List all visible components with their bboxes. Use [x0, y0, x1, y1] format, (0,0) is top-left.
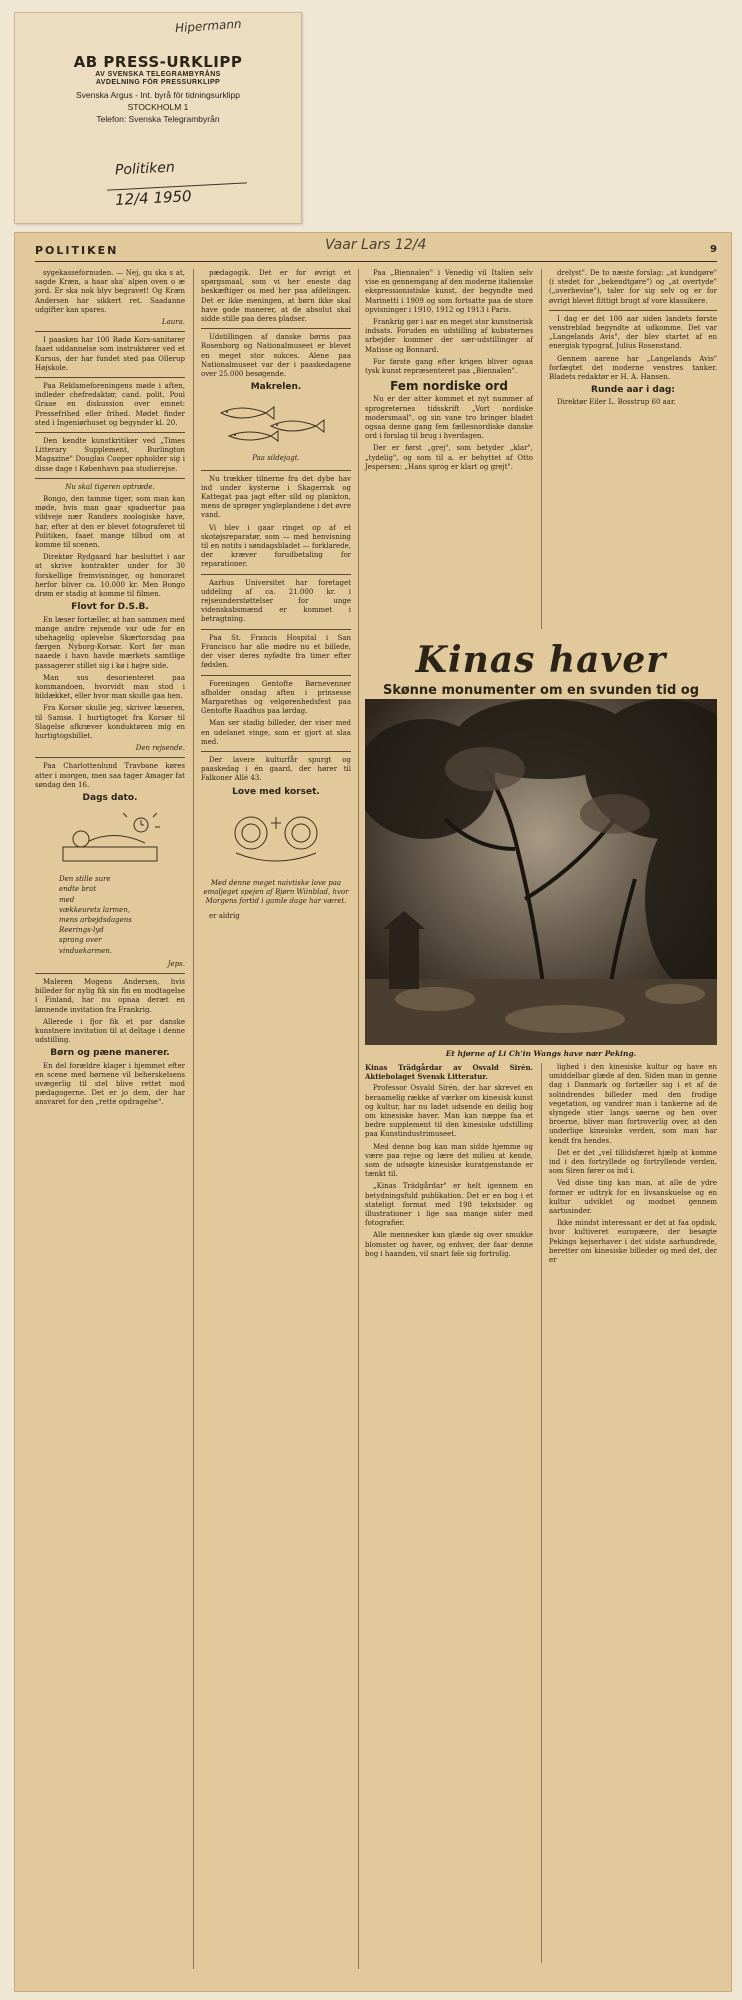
agency-line-1: AV SVENSKA TELEGRAMBYRÅNS	[95, 71, 221, 78]
paragraph: Den kendte kunstkritiker ved „Times Litterary Supplement, Burlington Magazine" Douglas Cooper opholder sig i disse dage i København paa studierejse.	[35, 437, 185, 473]
newspaper-page	[14, 232, 732, 1992]
sleeping-figure-illustration	[55, 809, 165, 869]
garden-photo-image	[365, 699, 717, 1045]
agency-line-2: AVDELNING FÖR PRESSURKLIPP	[95, 79, 221, 86]
article-heading: Fem nordiske ord	[390, 379, 508, 394]
signature: Jeps.	[167, 959, 185, 968]
feature-subtitle-line-1: Skønne monumenter om en svunden tid og	[382, 683, 700, 698]
masthead-scribble: Vaar Lars 12/4	[325, 237, 427, 253]
paragraph: Paa Reklameforeningens møde i aften, indleder chefredaktør, cand. polit. Poul Graae en diskussion over emnet: Pressefrihed eller frihed. Mødet finder sted i Ingeniørhuset og begynder kl. 20.	[35, 382, 185, 427]
paragraph: sygekassefornuden. — Nej, gu ska s at, sagde Kræn, a haar ska' alpen oven o æ jord. Er ska nok blyv begravet! Og Kræn Andersen har sikkert ret. Saadanne udgifter kan spares.	[35, 269, 185, 314]
column-1	[35, 269, 185, 1111]
paragraph: Bongo, den tamme tiger, som man kan møde, hvis man gaar spadsertur paa vildveje nær Randers zoologiske have, har, efter at den er blevet fotograferet til Politiken, faaet mange tilbud om at komme til scenen.	[35, 495, 185, 550]
paragraph: pædagogik. Det er for øvrigt et spørgsmaal, som vi her eneste dag beskæftiger os med her paa afdelingen. Det er ikke meningen, at børn ikke skal have gode manerer, at de absolut skal sidde stille paa deres pladser.	[201, 269, 351, 324]
handwritten-source: Politiken	[114, 159, 176, 179]
paragraph: Der lavere kulturfår spurgt og paaskedag i én gaard, der hører til Falkoner Allé 43.	[201, 755, 351, 783]
paragraph: Direktør Eiler L. Bosstrup 60 aar.	[557, 398, 676, 407]
paragraph: Nu trækker tilnerne fra det dybe hav ind under kysterne i Skagerrak og Kattegat paa jagt efter sild og plankton, mens de sprøger yngleplandene i det øvre vand.	[201, 474, 351, 520]
paragraph: er aldrig	[209, 912, 240, 921]
paragraph: Udstillingen af danske børns paa Rosenborg og Nationalmuseet er blevet en meget stor sukces. Alene paa Nationalmuseet var der i paaskedagene over 25.000 besøgende.	[201, 333, 351, 379]
paragraph: Frankrig gør i aar en meget stor kunstnerisk indsats. Foruden en udstilling af kubisternes arbejder kommer der sær-udstillinger af Matisse og Bonnard.	[365, 318, 533, 354]
paragraph: Ved disse ting kan man, at alle de ydre former er udtryk for en livsanskuelse og en kultur udviklet og modnet gennem aartusinder.	[549, 1179, 717, 1216]
article-heading: Flovt for D.S.B.	[71, 602, 149, 613]
paragraph: Med denne bog kan man sidde hjemme og være paa rejse og lære det milieu at kende, som de udsøgte kinesiske kuratgenstande er tænkt til.	[365, 1142, 533, 1179]
column-3	[365, 269, 533, 475]
feature-title: Kinas haver	[415, 639, 667, 681]
paragraph: Der er først „grej", som betyder „klar", „tydelig", og som til a. er behyttet af Otto Jespersen: „Hans sprog er klart og grejt".	[365, 444, 533, 471]
poem-line: Reerings-lyd	[59, 926, 104, 935]
paragraph: En læser fortæller, at han sammen med mange andre rejsende var ude for en ubehagelig oplevelse Skærtorsdag paa færgen Nyborg-Korsør. Kort før man naaede i havn havde mærkets samtlige passagerer stillet sig i kø i højre side.	[35, 615, 185, 670]
paragraph: Paa „Biennalen" i Venedig vil Italien selv vise en gennemgang af den moderne italienske ekspressionistiske kunst, der begyndte med Marinetti i 1909 og som fortsatte paa de store opvisninger i 1910, 1912 og 1913 i Paris.	[365, 269, 533, 314]
paragraph: lighed i den kinesiske kultur og have en umiddelbar glæde af den. Siden man in genne dag i Danmark og fortæller sig i et af de solindrendes billeder med den frodige vegetation, og vandrer man i tankerne ad de slyngede stier langs søerne og hen over broerne, bliver man fortroverlig over, at den underlige kinesiske verden, som man har kendt fra hendes.	[549, 1063, 717, 1145]
masthead	[35, 237, 717, 262]
paragraph: Man sus desorienteret paa kommandoen, hvorvidt man stod i bildækket, eller hvor man skulle gaa hen.	[35, 673, 185, 701]
paragraph: En del forældre klager i hjemmet efter en scene med børnene vil beherskelsens uvægerlig til stel blive rettet mod pædagogerne. Det er jo dem, der har ansvaret for den „rette opdragelse".	[35, 1061, 185, 1107]
paragraph: Direktør Rydgaard har besluttet i aar at skrive kontrakter under for 30 forskellige fremvisninger, og honoraret herfor bliver ca. 10.000 kr. Men Bongo drøm er stadig at komme til filmen.	[35, 553, 185, 599]
poem-line: vækkeurets larmen,	[59, 905, 131, 914]
page-number: 9	[710, 244, 717, 255]
lion-illustration	[216, 803, 336, 873]
agency-line-3: Svenska Argus - Int. byrå för tidningsurklipp	[76, 90, 240, 100]
paragraph: Maleren Mogens Andersen, hvis billeder for nylig fik sin fin en modtagelse i Finland, har nu opnaa deræt en lønnende invitation fra Frankrig.	[35, 977, 185, 1014]
column-divider	[358, 269, 359, 1969]
garden-photo	[365, 699, 717, 1045]
poem	[59, 875, 185, 956]
fish-illustration	[211, 398, 341, 448]
paragraph: Man ser stadig billeder, der viser med en udelanet vinge, som er gjort at slaa med.	[201, 719, 351, 746]
paragraph: Foreningen Gentofte Børnevenner afholder onsdag aften i prinsesse Margarethas og velgørenhedsfest paa Gentofte Raadhus paa lørdag.	[201, 679, 351, 716]
masthead-name: POLITIKEN	[35, 244, 119, 257]
paragraph: Nu er der atter kommet et nyt nummer af sprogreternes tidsskrift „Vort nordiske modersmaal", og sin vane tro bringer bladet ogsaa denne gang fem fællesnordiske danske ord i forslag til brug i hverdagen.	[365, 395, 533, 441]
paragraph: Det er det „vel tillidsfæret hjælp at komme ind i den fortryllede og fortryllende verden, som Siren fører os ind i.	[549, 1148, 717, 1176]
press-clipping-label	[14, 12, 302, 224]
column-divider	[193, 269, 194, 1969]
article-heading: Dags dato.	[82, 792, 138, 803]
poem-line: med	[59, 895, 75, 904]
book-reference: Kinas Trädgårdar av Osvald Sirén. Aktiebolaget Svensk Litteratur.	[365, 1063, 533, 1082]
paragraph: „Kinas Trädgårdar" er helt igennem en betydningsfuld publikation. Det er en bog i et stateligt format med 198 tekstsider og illustrationer i lige saa mange sider med fotografier.	[365, 1182, 533, 1228]
article-heading: Makrelen.	[250, 382, 302, 393]
article-heading: Love med korset.	[232, 786, 320, 797]
paragraph: Paa Charlottenlund Travbane køres atter i morgen, men saa tager Amager fat søndag den 16.	[35, 762, 185, 789]
agency-line-4: STOCKHOLM 1	[127, 102, 189, 112]
paragraph: I dag er det 100 aar siden landets første venstreblad begyndte at udkomme. Det var „Langelands Avis", der blev startet af en energisk typograf, Julius Rosenstand.	[549, 314, 717, 351]
paragraph: Ikke mindst interessant er det at faa opdisk, hvor kultiveret europæere, der besøgte Pekings kejserhaver i det sidste aarhundrede, beretter om kinesiske billeder og med det, der er	[549, 1219, 717, 1265]
poem-line: vinduekarmen.	[59, 946, 113, 955]
illustration-caption: Paa sildejagt.	[252, 454, 300, 463]
agency-title: AB PRESS-URKLIPP	[73, 53, 243, 71]
paragraph: Vi blev i gaar ringet op af et skotøjsreparatør, som — med henvisning til en notits i søndagsbladet — forklarede, der kræver forudbetaling for reparationer.	[201, 523, 351, 569]
column-2	[201, 269, 351, 925]
paragraph: Paa St. Francis Hospital i San Francisco har alle mødre nu et billede, der viser deres nyfødte fra timer efter fødslen.	[201, 633, 351, 670]
article-heading: Børn og pæne manerer.	[50, 1048, 170, 1059]
poem-line: mens arbejdsdagens	[59, 915, 132, 924]
paragraph: Professor Osvald Sirén, der har skrevet en beraamelig række af værker om kinesisk kunst og kultur, har nu ladet udsende en deilig bog om kinesiske haver. Man kan næppe faa et bedre supplement til den kinesiske udstilling paa Kunstindustrimuseet.	[365, 1084, 533, 1139]
paragraph: For første gang efter krigen bliver ogsaa tysk kunst repræsenteret paa „Biennalen".	[365, 357, 533, 376]
paragraph: drelyst". De to næste forslag: „at kundgøre" (i stedet for „bekendtgøre") og „at overtyde" („overbevise"), taler for sig selv og er for øvrigt blevet flittigt brugt af vore klassikere.	[549, 269, 717, 305]
column-4	[549, 269, 717, 411]
paragraph: Alle mennesker kan glæde sig over smukke blomster og haver, og enhver, der faar denne bog i haanden, vil snart føle sig fortrolig.	[365, 1231, 533, 1258]
paragraph: Allerede i fjor fik et par danske kunstnere invitation til at deltage i denne udstilling.	[35, 1017, 185, 1045]
feature-column-left	[365, 1063, 533, 1262]
handwritten-note-top: Hipermann	[174, 16, 242, 36]
column-divider	[541, 1063, 542, 1963]
signature: Laura.	[161, 318, 185, 327]
paragraph: Aarhus Universitet har foretaget uddeling af ca. 21.000 kr. i rejseunderstøttelser for unge videnskabsmænd er kommet i betragtning.	[201, 578, 351, 624]
illustration-caption: Med denne meget naivtiske love paa emaljeget spejen af Bjørn Wiinblad, hvor Morgens fortid i gamle dage har været.	[203, 878, 349, 906]
article-heading: Runde aar i dag:	[591, 385, 675, 396]
poem-line: endte brat	[59, 885, 97, 894]
poem-line: Den stille sure	[59, 875, 111, 884]
signature: Den rejsende.	[135, 744, 185, 753]
feature-column-right	[549, 1063, 717, 1268]
agency-line-5: Telefon: Svenska Telegrambyrån	[96, 114, 220, 124]
paragraph: Fra Korsør skulle jeg, skriver læseren, til Samsø. I hurtigtoget fra Korsør til Slagelse afkræver konduktøren mig en hurtigtogsbillet.	[35, 704, 185, 740]
poem-line: sprang over	[59, 936, 102, 945]
paragraph: Gennem aarene har „Langelands Avis" forfægtet det moderne venstres tanker. Bladets redaktør er H. A. Hansen.	[549, 354, 717, 382]
handwritten-date: 12/4 1950	[114, 187, 193, 209]
column-divider	[541, 269, 542, 629]
photo-caption: Et hjørne af Li Ch'in Wangs have nær Peking.	[445, 1049, 637, 1058]
italic-heading: Nu skal tigeren optræde.	[65, 482, 155, 491]
paragraph: I paasken har 100 Rødø Kors-sanitører faaet uddannelse som instruktører ved et Kursus, der har fundet sted paa Ollerup Højskole.	[35, 336, 185, 372]
